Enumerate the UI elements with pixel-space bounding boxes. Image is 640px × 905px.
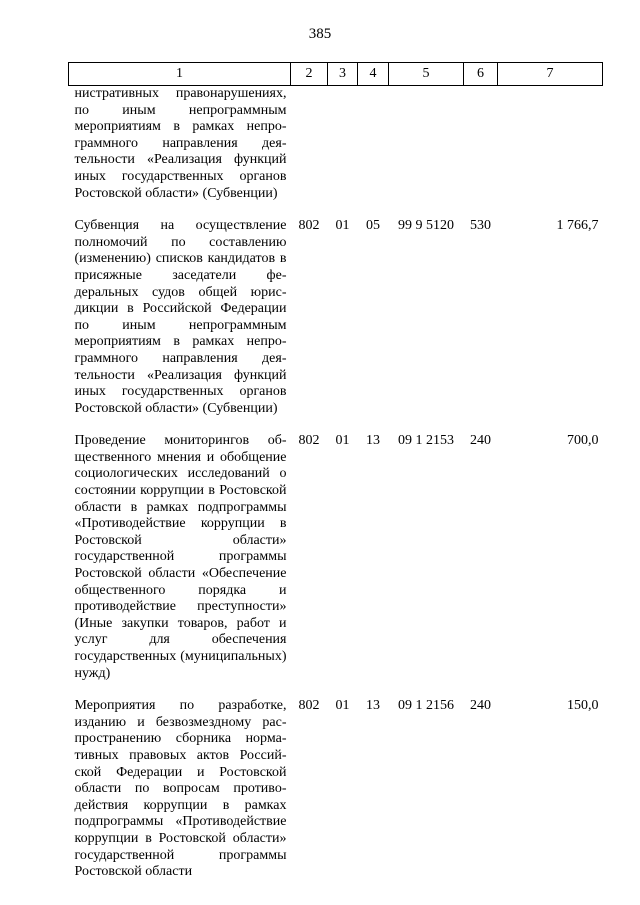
row-col-6 <box>464 86 498 219</box>
row-col-7: 1 766,7 <box>556 218 599 234</box>
row-col-7 <box>498 86 603 219</box>
page-number: 385 <box>308 26 332 42</box>
table-row <box>69 218 603 433</box>
row-col-2: 802 <box>298 433 320 449</box>
header-col-2: 2 <box>291 63 328 86</box>
header-col-1: 1 <box>69 63 291 86</box>
row-col-2: 802 <box>298 698 320 714</box>
row-col-5: 09 1 2153 <box>398 433 454 449</box>
row-col-4: 13 <box>366 698 380 714</box>
header-row <box>69 63 603 86</box>
header-col-5: 5 <box>389 63 464 86</box>
row-col-4 <box>358 86 389 219</box>
row-col-3: 01 <box>335 218 350 234</box>
budget-table <box>68 62 603 881</box>
row-col-5 <box>389 86 464 219</box>
row-col-7: 700,0 <box>567 433 599 449</box>
row-col-6: 530 <box>470 218 491 234</box>
row-col-6: 240 <box>470 433 491 449</box>
row-col-4: 05 <box>366 218 380 234</box>
row-description: Мероприятия по разработке, изданию и безвозмездному распространению сборника нормативных правовых актов Российской Федерации и Ростовской области по вопросам противодействия коррупции в рамках подпрограммы «Противодействие коррупции в Ростовской области» государственной программы Ростовской области <box>74 698 287 880</box>
header-col-6: 6 <box>464 63 498 86</box>
row-col-2: 802 <box>298 218 320 234</box>
row-description: нистративных правонарушениях, по иным непрограммным мероприятиям в рамках непрограммного направления деятельности «Реализация функций иных государственных органов Ростовской области» (Субвенции) <box>74 86 287 201</box>
row-description: Субвенция на осуществление полномочий по составлению (изменению) списков кандидатов в присяжные заседатели федеральных судов общей юрисдикции в Российской Федерации по иным непрограммным мероприятиям в рамках непрограммного направления деятельности «Реализация функций иных государственных органов Ростовской области» (Субвенции) <box>74 218 287 416</box>
row-col-3: 01 <box>335 698 350 714</box>
row-col-6: 240 <box>470 698 491 714</box>
row-description: Проведение мониторингов общественного мнения и обобщение социологических исследований о состоянии коррупции в Ростовской области в рамках подпрограммы «Противодействие коррупции в Ростовской области» государственной программы Ростовской области «Обеспечение общественного порядка и противодействие преступности» (Иные закупки товаров, работ и услуг для обеспечения государственных (муниципальных) нужд) <box>74 433 287 681</box>
table-row <box>69 698 603 881</box>
row-col-4: 13 <box>366 433 380 449</box>
row-col-5: 09 1 2156 <box>398 698 454 714</box>
header-col-3: 3 <box>328 63 358 86</box>
row-col-2 <box>291 86 328 219</box>
row-col-7: 150,0 <box>567 698 599 714</box>
table-row <box>69 433 603 698</box>
header-col-4: 4 <box>358 63 389 86</box>
header-col-7: 7 <box>498 63 603 86</box>
row-col-3: 01 <box>335 433 350 449</box>
table-row <box>69 86 603 219</box>
row-col-5: 99 9 5120 <box>398 218 454 234</box>
row-col-3 <box>328 86 358 219</box>
